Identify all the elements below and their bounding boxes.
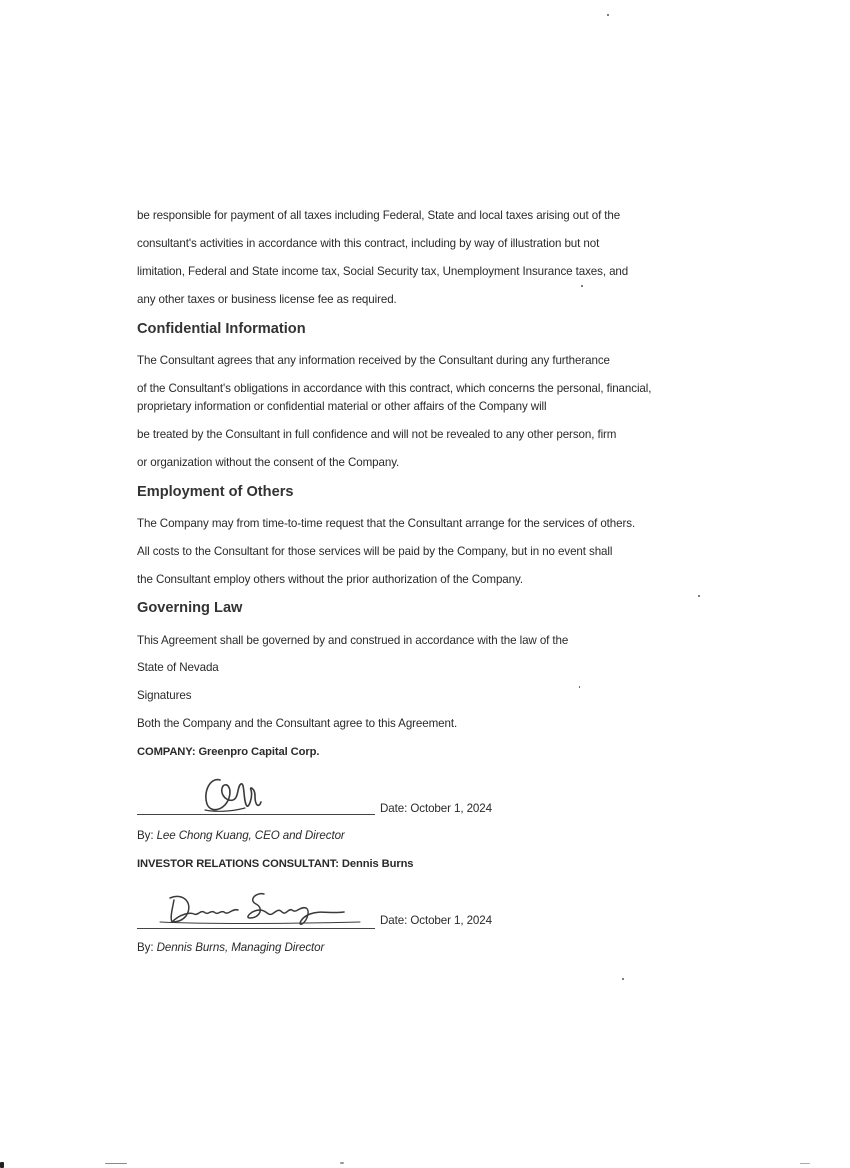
scan-speck — [581, 285, 583, 287]
consultant-signature-line — [137, 928, 375, 929]
governing-line-1: This Agreement shall be governed by and construed in accordance with the law of the — [137, 634, 569, 647]
employment-heading: Employment of Others — [137, 484, 294, 500]
employment-line-3: the Consultant employ others without the prior authorization of the Company. — [137, 573, 523, 586]
scan-speck — [698, 595, 700, 597]
consultant-by-prefix: By: — [137, 941, 157, 954]
governing-line-2: State of Nevada — [137, 661, 219, 674]
scan-edge-mark — [105, 1163, 127, 1164]
governing-heading: Governing Law — [137, 600, 243, 616]
taxes-line-4: any other taxes or business license fee as required. — [137, 293, 397, 306]
taxes-line-1: be responsible for payment of all taxes including Federal, State and local taxes arising out of the — [137, 209, 621, 222]
company-date: Date: October 1, 2024 — [380, 802, 492, 815]
scan-speck — [340, 1162, 344, 1164]
confidential-line-3: proprietary information or confidential material or other affairs of the Company will — [137, 400, 547, 413]
confidential-line-4: be treated by the Consultant in full confidence and will not be revealed to any other person, firm — [137, 428, 617, 441]
scan-speck — [622, 978, 624, 980]
scan-edge-mark — [800, 1163, 810, 1164]
taxes-line-2: consultant's activities in accordance with this contract, including by way of illustration but not — [137, 237, 600, 250]
confidential-line-2: of the Consultant's obligations in accordance with this contract, which concerns the personal, financial, — [137, 382, 652, 395]
employment-line-1: The Company may from time-to-time request that the Consultant arrange for the services of others. — [137, 517, 636, 530]
agreement-line: Both the Company and the Consultant agree to this Agreement. — [137, 717, 458, 730]
company-by-prefix: By: — [137, 829, 154, 842]
consultant-date: Date: October 1, 2024 — [380, 914, 492, 927]
taxes-line-3: limitation, Federal and State income tax, Social Security tax, Unemployment Insurance taxes, and — [137, 265, 629, 278]
confidential-line-5: or organization without the consent of the Company. — [137, 456, 400, 469]
confidential-heading: Confidential Information — [137, 321, 306, 337]
consultant-signer-name: Dennis Burns, Managing Director — [156, 941, 325, 954]
consultant-signature-image — [160, 884, 360, 930]
consultant-label: INVESTOR RELATIONS CONSULTANT: Dennis Burns — [137, 858, 414, 870]
scan-speck — [579, 686, 580, 688]
company-label: COMPANY: Greenpro Capital Corp. — [137, 746, 320, 758]
confidential-line-1: The Consultant agrees that any information received by the Consultant during any furtherance — [137, 354, 610, 367]
scan-speck — [607, 14, 609, 16]
employment-line-2: All costs to the Consultant for those services will be paid by the Company, but in no event shall — [137, 545, 613, 558]
company-signer-name: Lee Chong Kuang, CEO and Director — [153, 829, 345, 842]
scan-edge-mark — [0, 1162, 4, 1168]
signatures-label: Signatures — [137, 689, 192, 702]
company-signer — [137, 829, 345, 842]
consultant-signer — [137, 941, 324, 954]
company-signature-line — [137, 814, 375, 815]
